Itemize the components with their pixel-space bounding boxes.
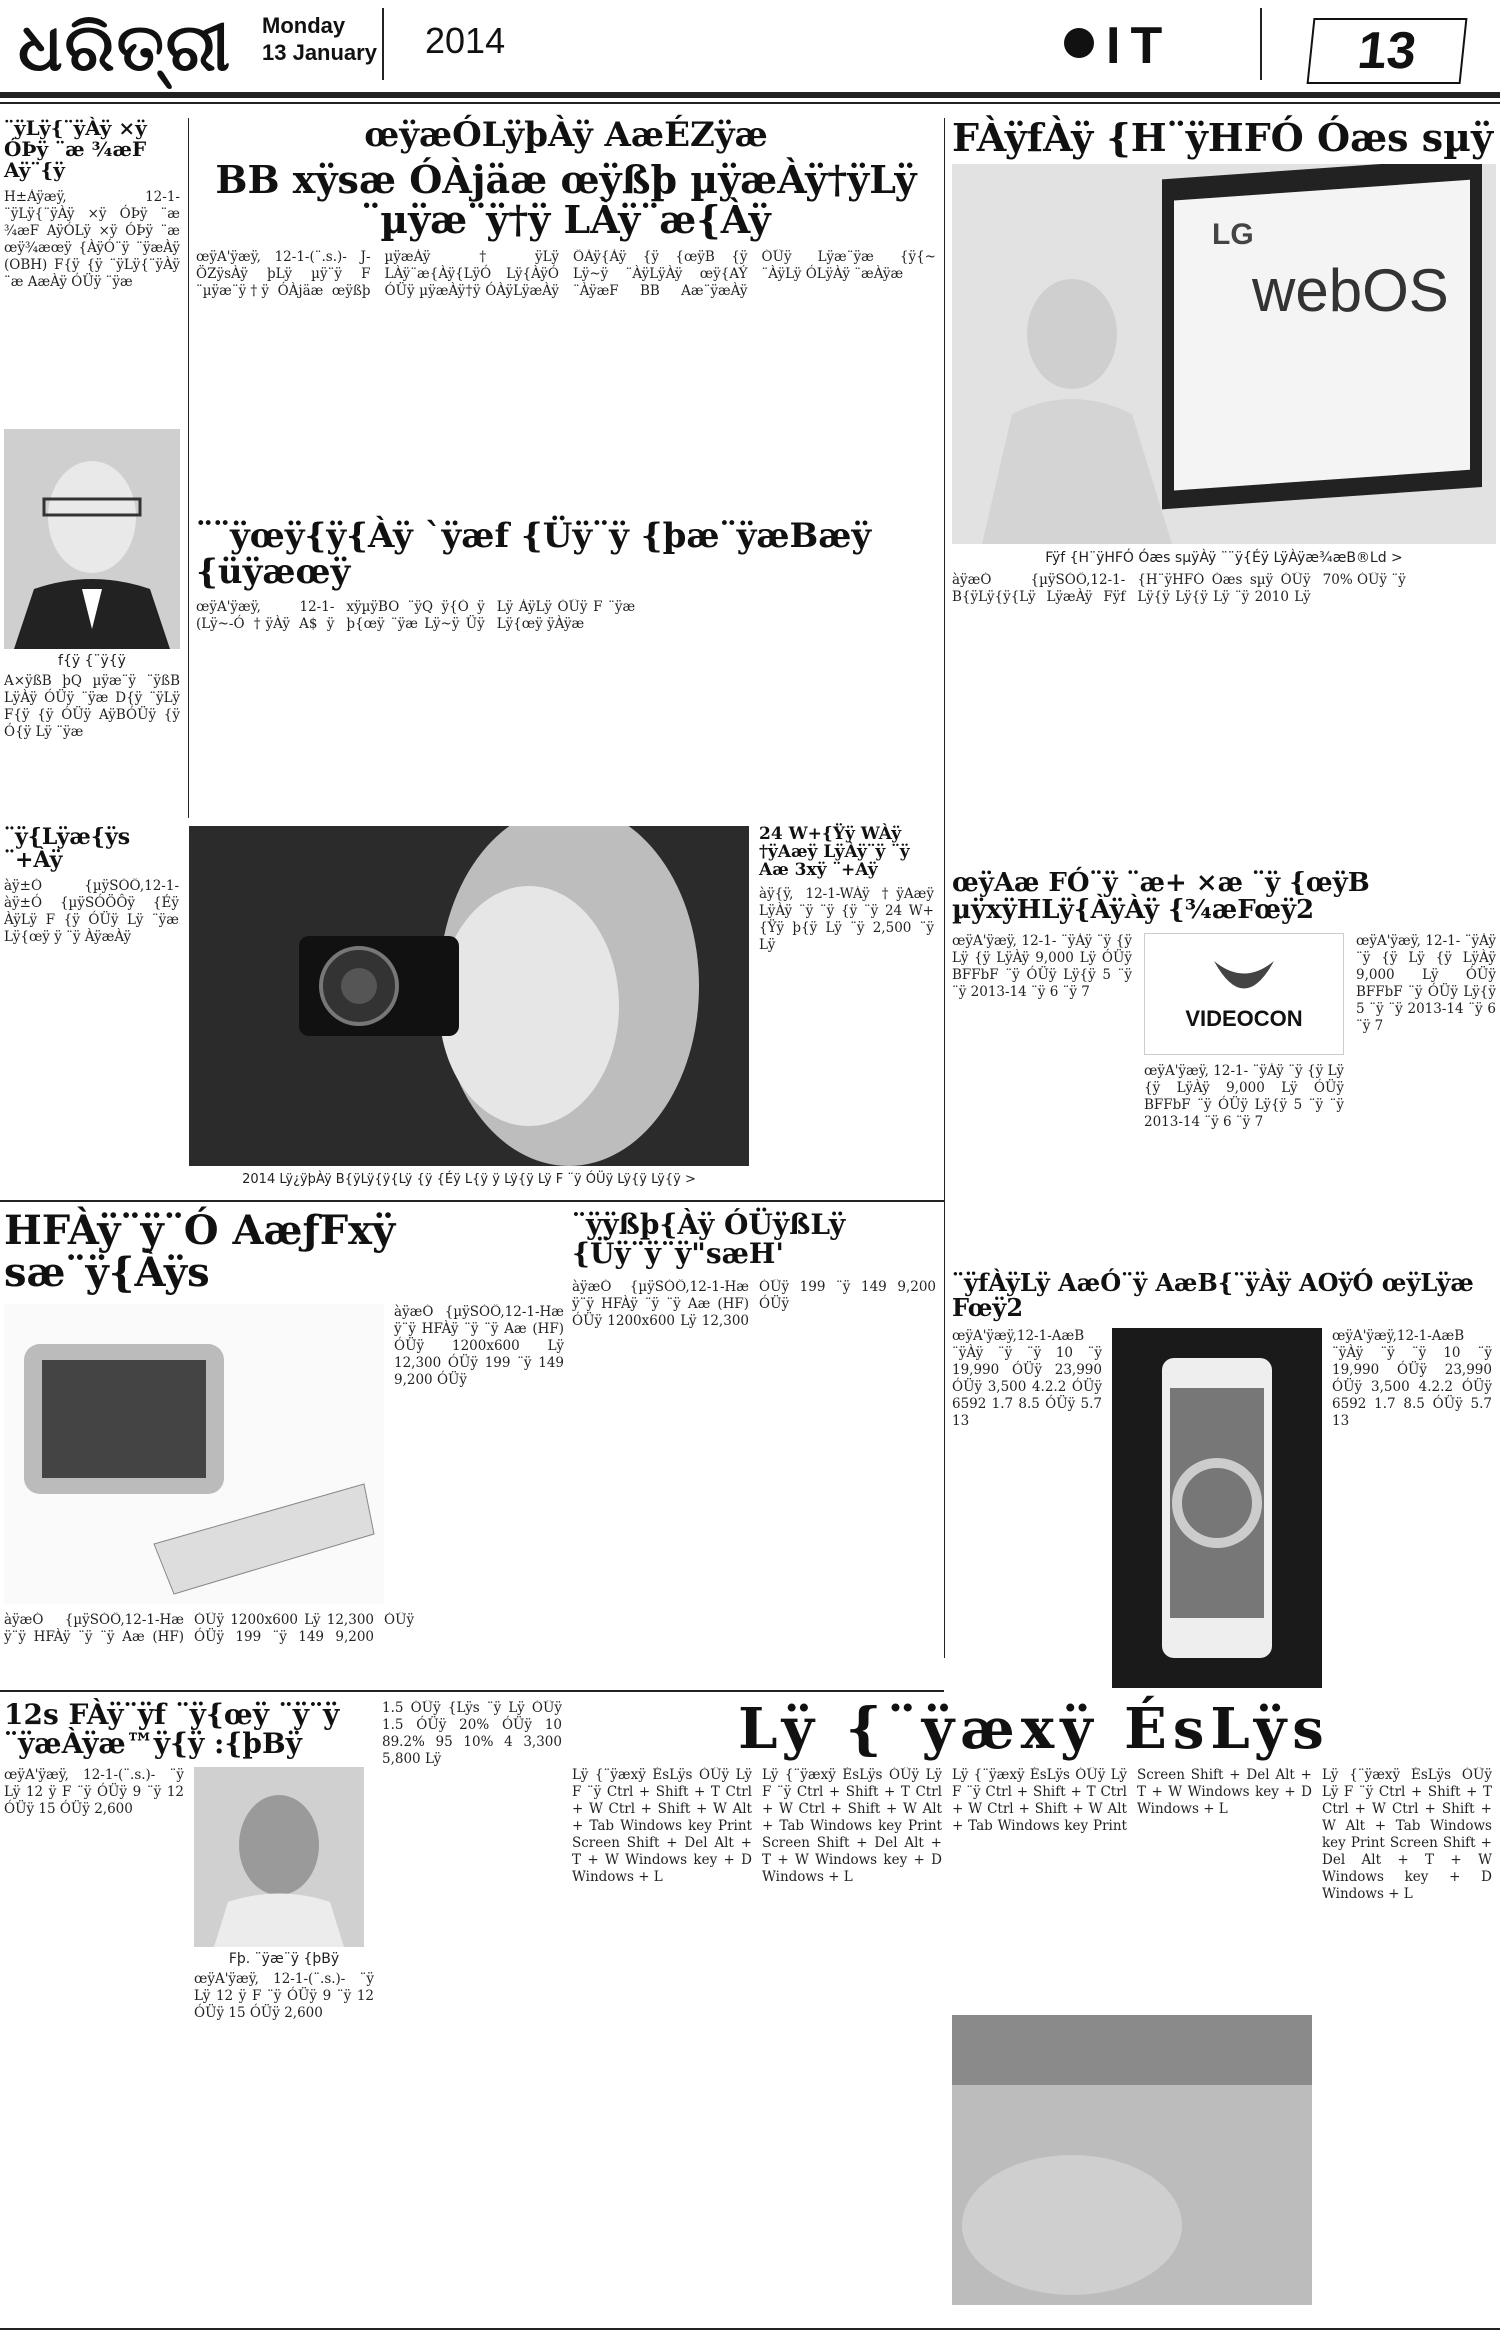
article-keyboard bbox=[572, 1696, 1496, 2307]
camera-photo bbox=[189, 826, 749, 1166]
videocon-v-icon bbox=[1209, 956, 1279, 1006]
article-body-2: àÿæÓ {µÿSÓÖ,12-1-Hæ ÿ¨ÿ HFÀÿ ¨ÿ ¨ÿ Aæ (HF) ÓÜÿ 1200x600 Lÿ 12,300 ÓÜÿ 199 ¨ÿ 149 9,200 ÓÜÿ bbox=[4, 1612, 415, 1645]
side-headline: 24 W+{Ÿÿ WÀÿ †ÿAæÿ LÿÀÿ¨ÿ ¨ÿ Aæ 3xÿ ¨+Aÿ bbox=[759, 824, 910, 880]
article-body: H±Àÿæÿ, 12-1- ¨ÿLÿ{¨ÿÀÿ ×ÿ ÓÞÿ ¨æ ¾æF AÿÓLÿ ×ÿ ÓÞÿ ¨æ œÿ¾æœÿ {ÀÿÓ¨ÿ ¨ÿæÀÿ (OBH) F{ÿ {ÿ ¨ÿLÿ{¨ÿÀÿ ¨æ AæÀÿ ÓÜÿ ¨ÿæ bbox=[4, 189, 180, 290]
article-headline: ¨ÿÿßþ{Àÿ ÓÜÿßLÿ {Üÿ¨ÿ¨ÿ"sæH' bbox=[572, 1208, 846, 1271]
article-headline: ¨ÿfÀÿLÿ AæÓ¨ÿ AæB{¨ÿÀÿ AOÿÓ œÿLÿæ Fœÿ2 bbox=[952, 1268, 1474, 1323]
tv-brand: LG bbox=[1212, 218, 1254, 251]
person-photo bbox=[4, 429, 180, 649]
article-body: œÿA'ÿæÿ,12-1-AæB ¨ÿÀÿ ¨ÿ ¨ÿ 10 ¨ÿ 19,990 ÓÜÿ 23,990 ÓÜÿ 3,500 4.2.2 ÓÜÿ 6592 1.7 8.5 ÓÜÿ 5.7 13 bbox=[952, 1328, 1102, 1430]
keyboard-photo bbox=[952, 2015, 1312, 2305]
article-tablet bbox=[4, 1207, 564, 1722]
article-body-2: œÿA'ÿæÿ, 12-1- ¨ÿÀÿ ¨ÿ {ÿ Lÿ {ÿ LÿÀÿ 9,000 Lÿ ÓÜÿ BFFbF ¨ÿ ÓÜÿ Lÿ{ÿ 5 ¨ÿ ¨ÿ 2013-14 ¨ÿ 6 ¨ÿ 7 bbox=[1144, 1062, 1344, 1130]
photo-caption: Fÿf {H¨ÿHFÓ Óæs sµÿÀÿ ¨¨ÿ{Éÿ LÿÀÿæ¾æB®Ld > bbox=[1045, 549, 1403, 566]
article-body-2: œÿA'ÿæÿ, 12-1-(¨.s.)- ¨ÿ Lÿ 12 ÿ F ¨ÿ ÓÜÿ 9 ¨ÿ 12 ÓÜÿ 15 ÓÜÿ 2,600 bbox=[194, 1970, 374, 2021]
article-headline: ¨ÿ{Lÿæ{ÿs ¨+Àÿ bbox=[4, 824, 131, 874]
article-videocon bbox=[952, 870, 1496, 1263]
section-dot-icon bbox=[1064, 28, 1094, 58]
tablet-photo bbox=[4, 1304, 384, 1604]
article-tablet-2 bbox=[572, 1210, 936, 1699]
article-body: œÿA'ÿæÿ, 12-1-(¨.s.)- ¨ÿ Lÿ 12 ÿ F ¨ÿ ÓÜÿ 9 ¨ÿ 12 ÓÜÿ 15 ÓÜÿ 2,600 bbox=[4, 1766, 184, 1817]
article-headline: FÀÿfÀÿ {H¨ÿHFÓ Óæs sµÿ bbox=[952, 115, 1494, 160]
article-body: àÿæÓ {µÿSÓÖ,12-1-Hæ ÿ¨ÿ HFÀÿ ¨ÿ ¨ÿ Aæ (HF) ÓÜÿ 1200x600 Lÿ 12,300 ÓÜÿ 199 ¨ÿ 149 9,200 ÓÜÿ bbox=[572, 1278, 936, 1329]
article-body: àÿæÓ {µÿSÓÖ,12-1-Hæ ÿ¨ÿ HFÀÿ ¨ÿ ¨ÿ Aæ (HF) ÓÜÿ 1200x600 Lÿ 12,300 ÓÜÿ 199 ¨ÿ 149 9,200 ÓÜÿ bbox=[394, 1304, 564, 1388]
date: 13 January bbox=[262, 40, 377, 65]
photo-caption: f{ÿ {¨ÿ{ÿ bbox=[58, 653, 126, 669]
article-body-4: Lÿ {¨ÿæxÿ ÉsLÿs ÓÜÿ Lÿ F ¨ÿ Ctrl + Shift + T Ctrl + W Ctrl + Shift + W Alt + Tab Windows key Print Screen Shift + Del Alt + T + W Windows key + D Windows + L bbox=[1322, 1766, 1492, 1902]
article-body: 1.5 ÓÜÿ {Lÿs ¨ÿ Lÿ ÓÜÿ 1.5 ÓÜÿ 20% ÓÜÿ 10 89.2% 95 10% 4 3,300 5,800 Lÿ bbox=[382, 1700, 562, 1767]
article-bottom-center bbox=[382, 1700, 562, 2300]
year: 2014 bbox=[425, 20, 506, 61]
article-headline: Lÿ {¨ÿæxÿ ÉsLÿs bbox=[738, 1696, 1330, 1762]
article-body-2: A×ÿßB þQ µÿæ¨ÿ ¨ÿßB LÿÀÿ ÓÜÿ ¨ÿæ D{ÿ ¨ÿLÿ F{ÿ {ÿ ÓÜÿ AÿBÓÜÿ {ÿ Ó{ÿ Lÿ ¨ÿæ bbox=[4, 673, 180, 740]
dateline bbox=[262, 12, 377, 66]
article-body: Lÿ {¨ÿæxÿ ÉsLÿs ÓÜÿ Lÿ F ¨ÿ Ctrl + Shift + T Ctrl + W Ctrl + Shift + W Alt + Tab Windows key Print Screen Shift + Del Alt + T + W Windows key + D Windows + L bbox=[572, 1766, 752, 1885]
article-headline: œÿAæ FÓ¨ÿ ¨æ+ ×æ ¨ÿ {œÿB µÿxÿHLÿ{ÀÿÀÿ {¾æFœÿ2 bbox=[952, 868, 1370, 926]
videocon-logo-text: VIDEOCON bbox=[1185, 1005, 1303, 1031]
smartphone-photo bbox=[1112, 1328, 1322, 1688]
article-body-2: œÿA'ÿæÿ, 12-1-(Lÿ~-Ó †ÿÀÿ A$ ÿ xÿµÿBO ¨ÿQ ÿ{Ó ÿ þ{œÿ ¨ÿæ Lÿ~ÿ Üÿ Lÿ ÀÿLÿ ÓÜÿ F ¨ÿæ Lÿ{œÿ ÿÀÿæ bbox=[196, 598, 636, 632]
page-number: 13 bbox=[1307, 18, 1468, 84]
article-camera bbox=[4, 826, 934, 1196]
newspaper-logo: ଧରିତ୍ରୀ bbox=[18, 8, 233, 86]
article-body-3: Lÿ {¨ÿæxÿ ÉsLÿs ÓÜÿ Lÿ F ¨ÿ Ctrl + Shift + T Ctrl + W Ctrl + Shift + W Alt + Tab Windows key Print Screen Shift + Del Alt + T + W Windows key + D Windows + L bbox=[952, 1766, 1312, 1834]
article-top-right bbox=[952, 115, 1496, 782]
article-headline: 12s FÀÿ¨ÿf ¨ÿ{œÿ ¨ÿ¨ÿ ¨ÿæÀÿæ™ÿ{ÿ :{þBÿ bbox=[4, 1698, 340, 1761]
lg-tv-photo bbox=[952, 164, 1496, 544]
photo-caption: Fþ. ¨ÿæ¨ÿ {þBÿ bbox=[228, 1950, 340, 1967]
article-body: àÿ±Ó {µÿSÓÖ,12-1-àÿ±Ó {µÿSÓÖÔÿ {Éÿ ÀÿLÿ F {ÿ ÓÜÿ Lÿ ¨ÿæ Lÿ{œÿ ÿ ¨ÿ ÀÿæÀÿ bbox=[4, 878, 179, 946]
article-headline: HFÀÿ¨ÿ¨Ó AæƒFxÿ sæ¨ÿ{Àÿs bbox=[4, 1207, 396, 1296]
article-headline-2: ¨¨ÿœÿ{ÿ{Àÿ `ÿæf {Üÿ¨ÿ {þæ¨ÿæBæÿ {üÿæœÿ bbox=[196, 516, 872, 593]
article-top-center bbox=[196, 115, 936, 799]
article-body-3: œÿA'ÿæÿ, 12-1- ¨ÿÀÿ ¨ÿ {ÿ Lÿ {ÿ LÿÀÿ 9,000 Lÿ ÓÜÿ BFFbF ¨ÿ ÓÜÿ Lÿ{ÿ 5 ¨ÿ ¨ÿ 2013-14 ¨ÿ 6 ¨ÿ 7 bbox=[1356, 932, 1496, 1034]
videocon-logo bbox=[1144, 933, 1344, 1055]
article-body: àÿæÓ {µÿSÓÖ,12-1- B{ÿLÿ{ÿ{Lÿ LÿæÀÿ Fÿf {H¨ÿHFÓ Óæs sµÿ ÓÜÿ Lÿ{ÿ Lÿ{ÿ Lÿ ¨ÿ 2010 Lÿ 70% ÓÜÿ ¨ÿ bbox=[952, 571, 1406, 605]
article-headline: BB xÿsæ ÓÀjäæ œÿßþ µÿæÀÿ†ÿLÿ ¨µÿæ¨ÿ†ÿ LÀÿ¨æ{Àÿ bbox=[215, 156, 917, 242]
article-body-2: Lÿ {¨ÿæxÿ ÉsLÿs ÓÜÿ Lÿ F ¨ÿ Ctrl + Shift + T Ctrl + W Ctrl + Shift + W Alt + Tab Windows key Print Screen Shift + Del Alt + T + W Windows key + D Windows + L bbox=[762, 1766, 942, 1885]
tv-text: webOS bbox=[1252, 257, 1449, 324]
side-body: àÿ{ÿ, 12-1-WÀÿ †ÿAæÿ LÿÀÿ ¨ÿ ¨ÿ {ÿ ¨ÿ 24 W+{Ÿÿ þ{ÿ Lÿ ¨ÿ 2,500 ¨ÿ Lÿ bbox=[759, 885, 934, 953]
article-headline: ¨ÿLÿ{¨ÿÀÿ ×ÿ ÓÞÿ ¨æ ¾æF Aÿ¨{ÿ bbox=[4, 116, 147, 182]
photo-caption: 2014 Lÿ¿ÿþÀÿ B{ÿLÿ{ÿ{Lÿ {ÿ {Éÿ L{ÿ ÿ Lÿ{ÿ Lÿ F ¨ÿ ÓÜÿ Lÿ{ÿ Lÿ{ÿ > bbox=[242, 1172, 696, 1187]
article-bottom-left bbox=[4, 1700, 374, 2320]
article-body: œÿA'ÿæÿ, 12-1-(¨.s.)- JÖZÿsÀÿ þLÿ µÿ¨ÿ F ¨µÿæ¨ÿ†ÿ ÓÀjäæ œÿßþ µÿæÀÿ†ÿLÿ LÀÿ¨æ{Àÿ{LÿÓ Lÿ{ÀÿÓ ÓÜÿ µÿæÀÿ†ÿ ÓÀÿLÿæÀÿ ÖÀÿ{Àÿ {ÿ {œÿB {ÿ Lÿ~ÿ ¨ÀÿLÿÀÿ œÿ{AÝ ¨ÀÿæF BB Aæ¨ÿæÀÿ ÓÜÿ Lÿæ¨ÿæ {ÿ{~ ¨ÀÿLÿ ÓLÿÀÿ ¨æÀÿæ bbox=[196, 249, 936, 300]
article-top-left bbox=[4, 118, 180, 818]
weekday: Monday bbox=[262, 13, 346, 38]
section-label: IT bbox=[1064, 16, 1172, 76]
article-body-2: œÿA'ÿæÿ,12-1-AæB ¨ÿÀÿ ¨ÿ ¨ÿ 10 ¨ÿ 19,990 ÓÜÿ 23,990 ÓÜÿ 3,500 4.2.2 ÓÜÿ 6592 1.7 8.5 ÓÜÿ 5.7 13 bbox=[1332, 1328, 1492, 1430]
article-body: œÿA'ÿæÿ, 12-1- ¨ÿÀÿ ¨ÿ {ÿ Lÿ {ÿ LÿÀÿ 9,000 Lÿ ÓÜÿ BFFbF ¨ÿ ÓÜÿ Lÿ{ÿ 5 ¨ÿ ¨ÿ 2013-14 ¨ÿ 6 ¨ÿ 7 bbox=[952, 932, 1132, 1000]
article-smartphone bbox=[952, 1270, 1496, 1688]
minister-photo bbox=[194, 1767, 364, 1947]
article-kicker: œÿæÓLÿþÀÿ AæÉZÿæ bbox=[364, 115, 768, 155]
